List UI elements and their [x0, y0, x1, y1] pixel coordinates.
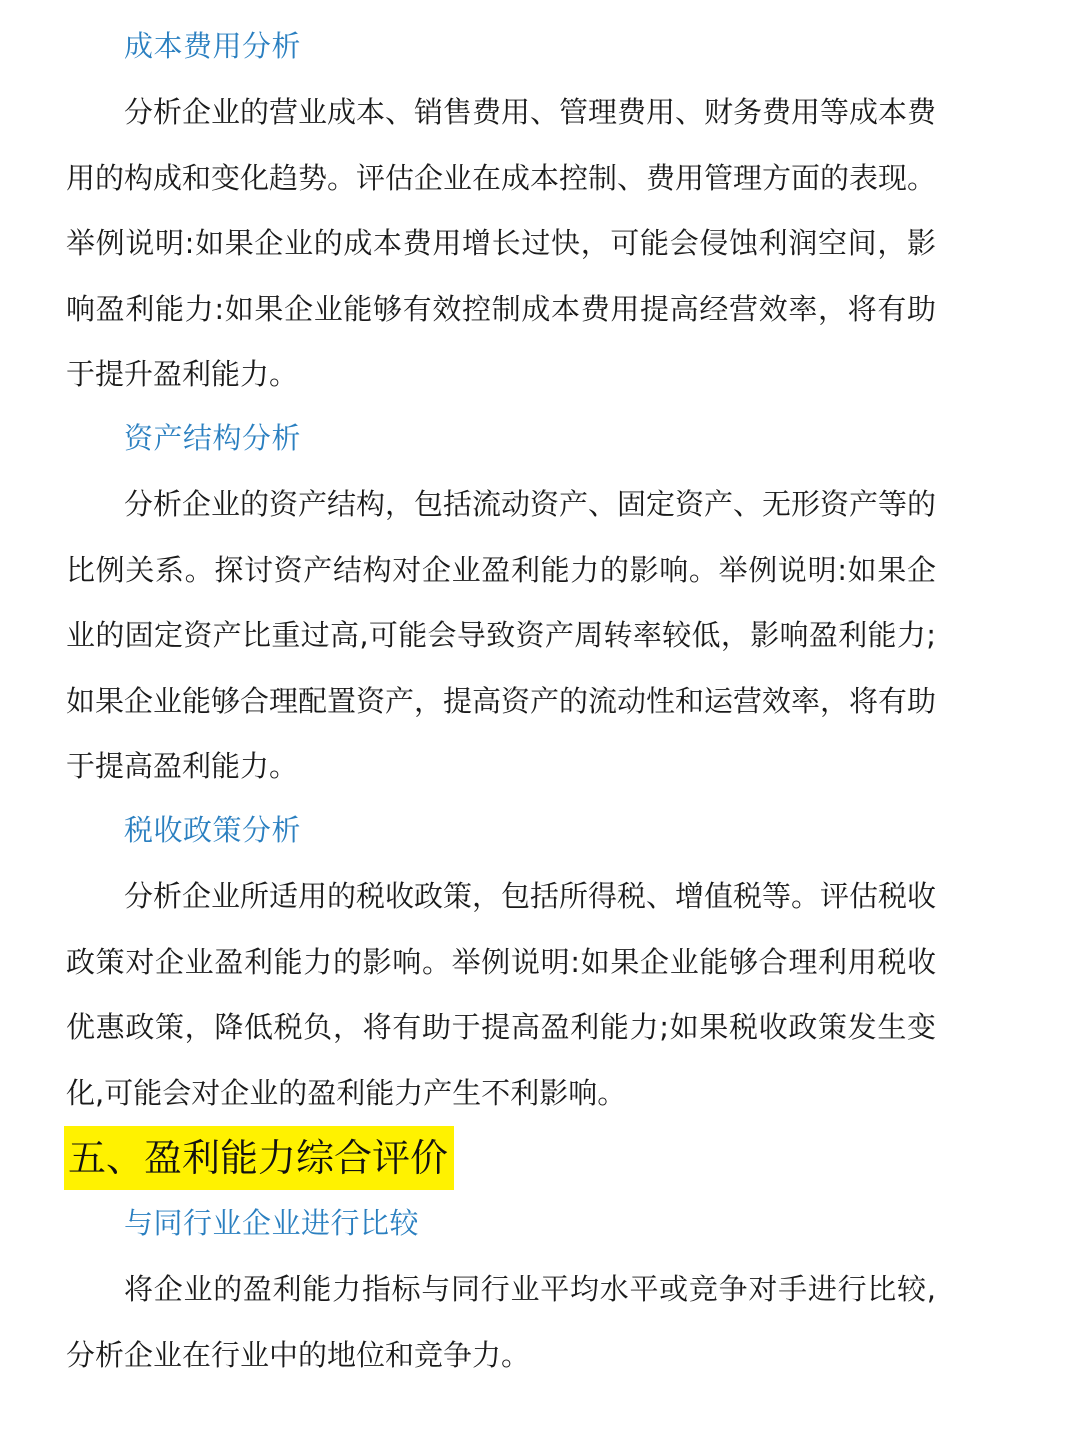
section-body-cost-expense: 分析企业的营业成本、销售费用、管理费用、财务费用等成本费用的构成和变化趋势。评估企业在成本控制、费用管理方面的表现。举例说明:如果企业的成本费用增长过快，可能会侵蚀利润空间，影响盈利能力:如果企业能够有效控制成本费用提高经营效率，将有助于提升盈利能力。	[66, 95, 937, 391]
section-body-industry-comparison: 将企业的盈利能力指标与同行业平均水平或竞争对手进行比较,分析企业在行业中的地位和竞争力。	[66, 1272, 936, 1372]
section-body-asset-structure: 分析企业的资产结构，包括流动资产、固定资产、无形资产等的比例关系。探讨资产结构对企业盈利能力的影响。举例说明:如果企业的固定资产比重过高,可能会导致资产周转率较低，影响盈利能力;如果企业能够合理配置资产，提高资产的流动性和运营效率，将有助于提高盈利能力。	[66, 487, 937, 783]
section-heading-asset-structure: 资产结构分析	[124, 421, 302, 455]
section-heading-industry-comparison: 与同行业企业进行比较	[124, 1206, 420, 1240]
chapter-heading-highlighted: 五、盈利能力综合评价	[64, 1126, 454, 1190]
section-body-tax-policy: 分析企业所适用的税收政策，包括所得税、增值税等。评估税收政策对企业盈利能力的影响。举例说明:如果企业能够合理利用税收优惠政策，降低税负，将有助于提高盈利能力;如果税收政策发生变化,可能会对企业的盈利能力产生不利影响。	[66, 879, 937, 1110]
section-heading-cost-expense: 成本费用分析	[124, 29, 302, 63]
section-heading-tax-policy: 税收政策分析	[124, 813, 302, 847]
